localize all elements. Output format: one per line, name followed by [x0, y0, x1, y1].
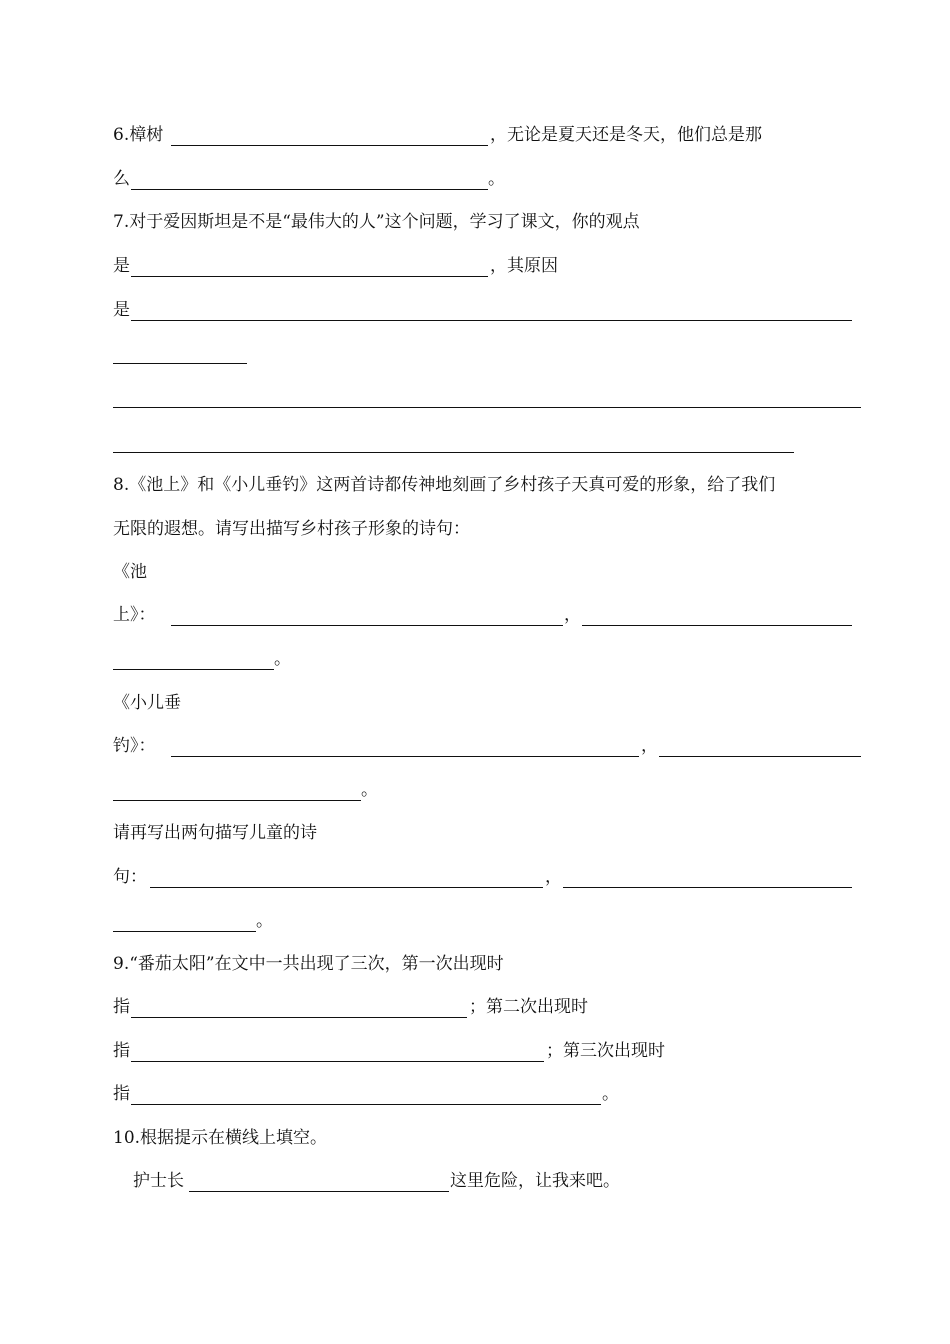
- q10-prefix: 护士长: [133, 1171, 184, 1191]
- q8-chishang-blank-1[interactable]: [171, 625, 563, 626]
- q8-more-blank-2[interactable]: [563, 887, 852, 888]
- q9-first-blank[interactable]: [131, 1017, 467, 1018]
- q8-xiaoer-comma: ，: [641, 736, 658, 756]
- q8-xiaoer-blank-1[interactable]: [171, 756, 639, 757]
- q9-second-blank[interactable]: [131, 1061, 544, 1062]
- q9-third-blank[interactable]: [131, 1104, 601, 1105]
- q6-answer-blank-1[interactable]: [171, 145, 488, 146]
- q8-more-blank-1[interactable]: [150, 887, 543, 888]
- q6-prefix: 6.樟树: [113, 125, 164, 145]
- q6-suffix: ，无论是夏天还是冬天，他们总是那: [490, 125, 762, 145]
- q8-xiaoer-2: 钓》：: [113, 736, 156, 756]
- q8-line1-text: 8.《池上》和《小儿垂钓》这两首诗都传神地刻画了乡村孩子天真可爱的形象，给了我们: [113, 475, 776, 495]
- q10-answer-blank[interactable]: [189, 1191, 449, 1192]
- q8-xiaoer-1: 《小儿垂: [113, 693, 181, 713]
- q8-line2-text: 无限的遐想。请写出描写乡村孩子形象的诗句：: [113, 519, 470, 539]
- q8-more-2: 句：: [113, 867, 147, 887]
- q8-xiaoer-blank-2[interactable]: [659, 756, 861, 757]
- q6-line2-prefix: 么: [113, 169, 130, 189]
- q8-more-comma: ，: [545, 867, 562, 887]
- q8-chishang-blank-3[interactable]: [113, 669, 274, 670]
- q8-more-period: 。: [256, 911, 273, 931]
- q9-period: 。: [602, 1084, 619, 1104]
- q8-chishang-2: 上》：: [113, 605, 156, 625]
- q8-xiaoer-period: 。: [361, 780, 378, 800]
- q8-chishang-comma: ，: [564, 605, 581, 625]
- q6-answer-blank-2[interactable]: [131, 189, 488, 190]
- q9-zhi-3: 指: [113, 1084, 130, 1104]
- q8-more-1: 请再写出两句描写儿童的诗: [113, 823, 317, 843]
- q7-question-text: 7.对于爱因斯坦是不是“最伟大的人”这个问题，学习了课文，你的观点: [113, 212, 640, 232]
- q7-reason-prefix: 是: [113, 300, 130, 320]
- q10-suffix: 这里危险，让我来吧。: [450, 1171, 620, 1191]
- q7-reason-blank-2[interactable]: [113, 363, 247, 364]
- q9-zhi-2: 指: [113, 1041, 130, 1061]
- q9-line1-text: 9.“番茄太阳”在文中一共出现了三次，第一次出现时: [113, 954, 504, 974]
- q9-third-text: ；第三次出现时: [546, 1041, 665, 1061]
- q9-zhi-1: 指: [113, 997, 130, 1017]
- q7-reason-blank-1[interactable]: [131, 320, 852, 321]
- q8-chishang-period: 。: [274, 649, 291, 669]
- q6-line2-end: 。: [488, 169, 505, 189]
- q7-view-prefix: 是: [113, 256, 130, 276]
- q7-reason-blank-4[interactable]: [113, 452, 794, 453]
- q10-title: 10.根据提示在横线上填空。: [113, 1128, 328, 1148]
- q7-view-blank[interactable]: [131, 276, 488, 277]
- q7-view-suffix: ，其原因: [490, 256, 558, 276]
- q8-xiaoer-blank-3[interactable]: [113, 800, 361, 801]
- q8-chishang-blank-2[interactable]: [582, 625, 852, 626]
- q8-chishang-1: 《池: [113, 562, 147, 582]
- q9-second-text: ；第二次出现时: [469, 997, 588, 1017]
- q8-more-blank-3[interactable]: [113, 931, 256, 932]
- q7-reason-blank-3[interactable]: [113, 407, 861, 408]
